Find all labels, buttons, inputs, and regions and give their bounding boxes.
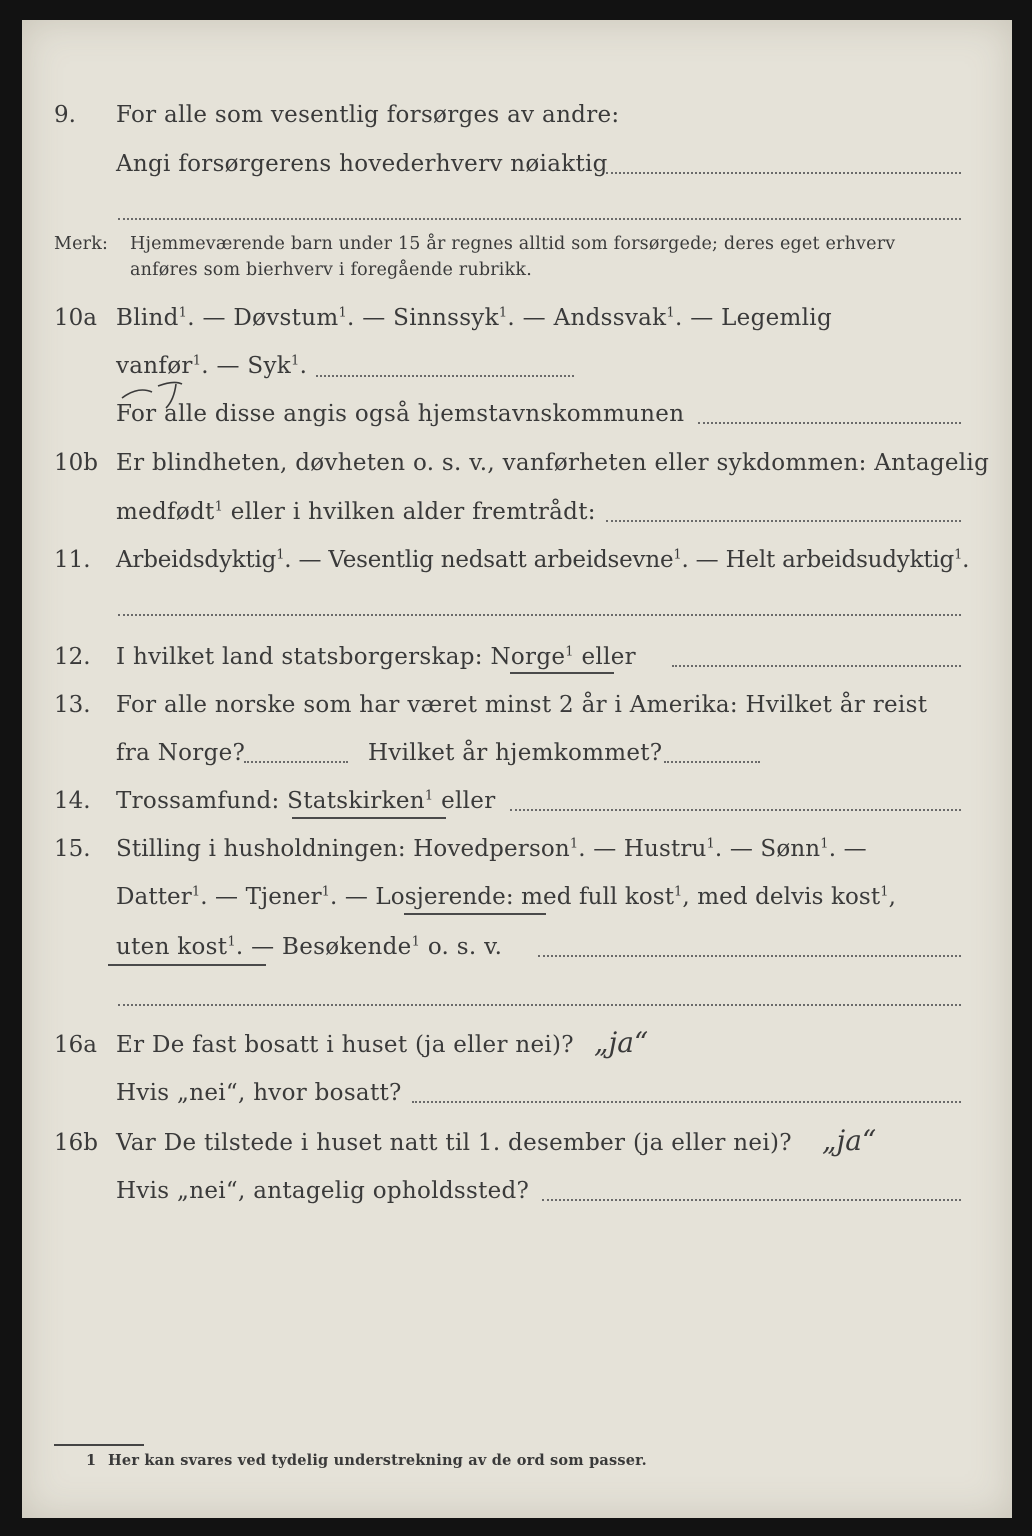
uten-kost-option: uten kost — [116, 934, 228, 960]
footnote-text: Her kan svares ved tydelig understrekning av de ord som passer. — [108, 1452, 647, 1469]
q11-number: 11. — [54, 547, 91, 573]
nedsatt-option: . — Vesentlig nedsatt arbeidsevne — [284, 547, 674, 573]
q16a-answer-line — [412, 1101, 961, 1103]
arbeidsdyktig-option: Arbeidsdyktig — [116, 547, 277, 573]
q16b-answer-line — [542, 1199, 961, 1201]
q16a-line2: Hvis „nei“, hvor bosatt? — [116, 1080, 402, 1106]
q15-line2: Datter$^1$. — Tjener$^1$. — Losjerende: med full kost$^1$, med delvis kost$^1$, — [116, 884, 896, 910]
merk-line2: anføres som bierhverv i foregående rubrikk. — [130, 260, 532, 280]
census-form-page — [22, 20, 1012, 1518]
medfodt-option: medfødt — [116, 499, 215, 525]
q15-line3: uten kost$^1$. — Besøkende$^1$ o. s. v. — [116, 934, 503, 960]
q13-line1: For alle norske som har været minst 2 år i Amerika: Hvilket år reist — [116, 692, 928, 718]
q15-line1: Stilling i husholdningen: Hovedperson$^1$. — Hustru$^1$. — Sønn$^1$. — — [116, 836, 867, 862]
sinnssyk-option: — Sinnssyk — [362, 305, 499, 331]
q16a-handwritten-answer: „ja“ — [594, 1026, 649, 1059]
blind-option: Blind — [116, 305, 179, 331]
vanfor-option: vanfør — [116, 353, 193, 379]
q9-line1: For alle som vesentlig forsørges av andre: — [116, 102, 620, 128]
norge-underline — [510, 672, 614, 674]
q15-answer-line-2 — [118, 1004, 961, 1006]
q13-fra-norge: fra Norge? — [116, 740, 246, 766]
merk-label: Merk: — [54, 234, 109, 254]
statskirken-underline — [292, 817, 446, 819]
q15-number: 15. — [54, 836, 91, 862]
q10a-answer-line-2 — [698, 422, 961, 424]
q15-answer-line — [538, 955, 961, 957]
q16a-number: 16a — [54, 1032, 97, 1058]
handwritten-mark — [118, 376, 188, 410]
q12-number: 12. — [54, 644, 91, 670]
q9-answer-line — [606, 172, 961, 174]
q16b-number: 16b — [54, 1130, 98, 1156]
q10b-number: 10b — [54, 450, 98, 476]
q12-line: I hvilket land statsborgerskap: Norge$^1$ eller — [116, 644, 636, 670]
losjerende-option: Losjerende: — [375, 884, 514, 910]
dovstum-option: — Døvstum — [202, 305, 339, 331]
q14-line: Trossamfund: Statskirken$^1$ eller — [116, 788, 496, 814]
q16b-line1: Var De tilstede i huset natt til 1. desember (ja eller nei)? — [116, 1130, 792, 1156]
q10b-line1: Er blindheten, døvheten o. s. v., vanførheten eller sykdommen: Antagelig — [116, 450, 990, 476]
q13-number: 13. — [54, 692, 91, 718]
q10a-line3: For alle disse angis også hjemstavnskommunen — [116, 401, 685, 427]
q11-line1: Arbeidsdyktig$^1$. — Vesentlig nedsatt arbeidsevne$^1$. — Helt arbeidsudyktig$^1$. — [116, 547, 970, 573]
q13-fra-answer-line — [244, 761, 348, 763]
q9-line2: Angi forsørgerens hovederhverv nøiaktig — [116, 151, 608, 177]
losjerende-underline — [404, 913, 546, 915]
q16b-line2: Hvis „nei“, antagelig opholdssted? — [116, 1178, 530, 1204]
q10b-line2: medfødt$^1$ eller i hvilken alder fremtrådt: — [116, 499, 596, 525]
q13-hjemkommet: Hvilket år hjemkommet? — [368, 740, 663, 766]
q10b-answer-line — [606, 520, 961, 522]
q10a-answer-line — [316, 375, 574, 377]
q16a-line1: Er De fast bosatt i huset (ja eller nei)? — [116, 1032, 574, 1058]
q10a-line1: Blind$^1$. — Døvstum$^1$. — Sinnssyk$^1$. — Andssvak$^1$. — Legemlig — [116, 305, 832, 331]
norge-option: Norge — [490, 644, 566, 670]
statskirken-option: Statskirken — [287, 788, 425, 814]
syk-option: — Syk — [216, 353, 291, 379]
legemlig-option: — Legemlig — [690, 305, 832, 331]
udyktig-option: . — Helt arbeidsudyktig — [681, 547, 955, 573]
q13-hjem-answer-line — [664, 761, 760, 763]
q10a-line2: vanfør$^1$. — Syk$^1$. — [116, 353, 308, 379]
q10a-number: 10a — [54, 305, 97, 331]
footnote-rule — [54, 1444, 144, 1446]
q12-answer-line — [672, 665, 961, 667]
merk-line1: Hjemmeværende barn under 15 år regnes alltid som forsørgede; deres eget erhverv — [130, 234, 896, 254]
q9-answer-line-2 — [118, 218, 961, 220]
footnote-mark: 1 — [86, 1452, 97, 1469]
q9-number: 9. — [54, 102, 76, 128]
q11-answer-line — [118, 614, 961, 616]
uten-kost-underline — [108, 964, 266, 966]
q14-number: 14. — [54, 788, 91, 814]
q14-answer-line — [510, 809, 961, 811]
q16b-handwritten-answer: „ja“ — [822, 1124, 877, 1157]
andssvak-option: — Andssvak — [522, 305, 667, 331]
